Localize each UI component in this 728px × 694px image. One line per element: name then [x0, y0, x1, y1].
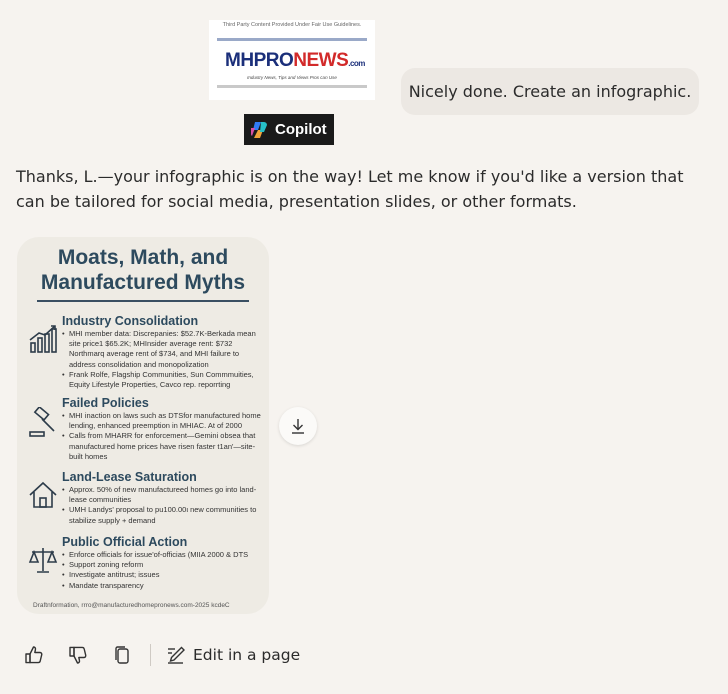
thumbs-up-icon — [23, 644, 45, 666]
house-icon — [27, 479, 59, 511]
title-divider — [37, 300, 249, 302]
logo-stripe-top — [217, 38, 367, 41]
logo-wordmark — [225, 50, 365, 72]
bullet-item: • Frank Rolfe, Flagship Communities, Sun Commmuities, Equity Lifestyle Properties, Cavco rep. reporrting — [62, 370, 262, 390]
section-bullets — [62, 550, 262, 591]
infographic-image[interactable] — [17, 237, 269, 614]
logo-news: NEWS — [293, 50, 349, 71]
edit-pen-icon — [165, 644, 187, 666]
bullet-item: • Calls from MHARR for enforcement—Gemini obsea that manufactured home prices have risen faster t1an'—site-built homes — [62, 431, 262, 462]
infographic-title-line2: Manufactured Myths — [40, 271, 246, 294]
infographic-title — [17, 245, 269, 295]
copilot-badge — [244, 114, 334, 145]
infographic-title-line1: Moats, Math, and — [57, 246, 229, 269]
like-button[interactable] — [20, 641, 48, 669]
logo-stripe-bottom — [217, 85, 367, 88]
logo-pro: PRO — [253, 50, 294, 71]
logo-mh: MH — [225, 50, 254, 71]
copy-icon — [111, 644, 133, 666]
bullet-item: • Mandate transparency — [62, 581, 262, 591]
section-heading: Industry Consolidation — [62, 314, 199, 328]
assistant-reply: Thanks, L.—your infographic is on the way! Let me know if you'd like a version that can be tailored for social media, presentation slides, or other formats. — [16, 167, 684, 211]
bullet-item: • UMH Landys' proposal to pu100.00ι new communities to stabilize supply + demand — [62, 505, 262, 525]
section-bullets — [62, 485, 262, 526]
infographic-footer: Draftnformation, rrro@manufacturedhomepronews.com-2025 kcdeC — [33, 602, 230, 609]
section-bullets — [62, 411, 262, 462]
scales-icon — [27, 544, 59, 576]
section-heading: Public Official Action — [62, 535, 188, 549]
user-message-text: Nicely done. Create an infographic. — [408, 82, 692, 101]
section-heading: Land-Lease Saturation — [62, 470, 197, 484]
bullet-item: • Approx. 50% of new manufactureed homes go into land-lease communities — [62, 485, 262, 505]
bullet-item: • MHI member data: Discrepanies: $52.7K-Berkada mean site price1 $65.2K; MHInsider average rent: $732 Northmarq average rent of $734, and MHI failure to address consolidation and monopolization — [62, 329, 262, 370]
bullet-item: • Investigate antitrust; issues — [62, 570, 262, 580]
section-heading: Failed Policies — [62, 396, 149, 410]
copy-button[interactable] — [108, 641, 136, 669]
fair-use-disclaimer: Third Party Content Provided Under Fair Use Guidelines. — [222, 22, 362, 28]
bar-chart-icon — [27, 323, 59, 355]
copilot-logo-icon — [249, 120, 269, 140]
copilot-label: Copilot — [275, 121, 327, 138]
edit-in-page-button[interactable] — [165, 644, 300, 666]
thumbs-down-icon — [67, 644, 89, 666]
bullet-item: • Support zoning reform — [62, 560, 262, 570]
logo-tagline: Industry News, Tips and Views Pros can Use — [247, 75, 337, 80]
actions-divider — [150, 644, 151, 666]
bullet-item: • MHI inaction on laws such as DTSfor manufactured home lending, enhanced preemption in MHIAC. At of 2000 — [62, 411, 262, 431]
dislike-button[interactable] — [64, 641, 92, 669]
edit-in-page-label: Edit in a page — [193, 646, 301, 664]
download-icon — [290, 417, 306, 435]
section-bullets — [62, 329, 262, 390]
message-actions — [20, 640, 300, 670]
logo-com: .com — [348, 59, 365, 68]
mhpronews-watermark-logo — [209, 20, 375, 100]
download-button[interactable] — [279, 407, 317, 445]
gavel-icon — [27, 407, 59, 439]
bullet-item: • Enforce officials for issue'of-officias (MIIA 2000 & DTS — [62, 550, 262, 560]
user-message-bubble — [401, 68, 699, 115]
